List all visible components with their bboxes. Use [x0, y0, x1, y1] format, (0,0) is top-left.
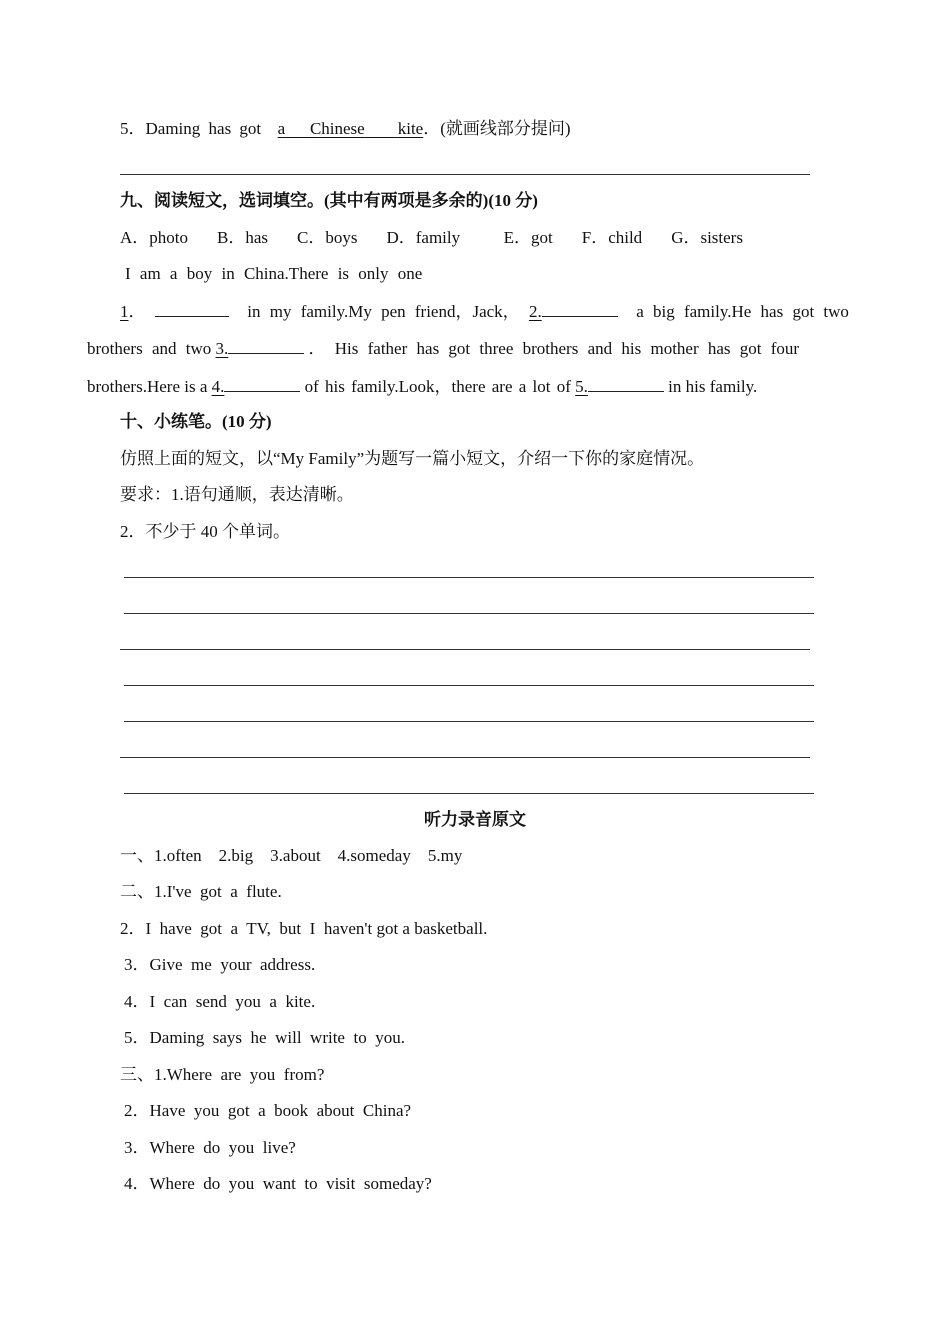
option-e: E．got [503, 228, 553, 247]
transcript-item: 3．Give me your address. [124, 955, 316, 974]
section-10-requirement-1: 要求：1.语句通顺，表达清晰。 [120, 485, 354, 504]
blank-5[interactable] [588, 375, 664, 392]
blank-2[interactable] [542, 300, 618, 317]
option-a: A．photo [120, 228, 188, 247]
blank-number-3: 3. [215, 339, 229, 358]
q5-suffix: ．(就画线部分提问) [423, 119, 571, 138]
section-10-instruction: 仿照上面的短文，以“My Family”为题写一篇小短文，介绍一下你的家庭情况。 [120, 449, 705, 468]
option-f: F．child [581, 228, 643, 247]
transcript-item: 5．Daming says he will write to you. [124, 1028, 405, 1047]
section-10-requirement-2: 2．不少于 40 个单词。 [120, 522, 290, 541]
writing-line[interactable] [124, 793, 814, 794]
blank-number-1: 1 [120, 302, 129, 321]
passage-line-1: I am a boy in China.There is only one [125, 264, 423, 283]
answer-line[interactable] [120, 174, 810, 175]
writing-line[interactable] [120, 757, 810, 758]
writing-line[interactable] [124, 721, 814, 722]
blank-4[interactable] [224, 375, 300, 392]
option-d: D．family [386, 228, 461, 247]
section-9-title: 九、阅读短文，选词填空。(其中有两项是多余的)(10 分) [120, 191, 538, 210]
blank-number-4: 4. [211, 377, 225, 396]
option-g: G．sisters [671, 228, 743, 247]
blank-3[interactable] [228, 337, 304, 354]
transcript-section-3: 三、1.Where are you from? [120, 1065, 325, 1084]
writing-line[interactable] [124, 685, 814, 686]
option-b: B．has [217, 228, 268, 247]
option-c: C．boys [297, 228, 358, 247]
transcript-section-1: 一、1.often 2.big 3.about 4.someday 5.my [120, 846, 463, 865]
transcript-item: 4．Where do you want to visit someday? [124, 1174, 432, 1193]
passage-line-2: 1． in my family.My pen friend，Jack， 2. a big family.He has got two [120, 302, 849, 321]
transcript-item: 4．I can send you a kite. [124, 992, 316, 1011]
q5-underlined-a: a Chinese kite [277, 119, 424, 138]
transcript-item: 2．Have you got a book about China? [124, 1101, 412, 1120]
transcript-title: 听力录音原文 [424, 810, 526, 829]
blank-1[interactable] [155, 300, 229, 317]
writing-line[interactable] [124, 577, 814, 578]
blank-number-2: 2. [528, 302, 542, 321]
passage-line-4: brothers.Here is a 4. of his family.Look，there are a lot of 5. in his family. [87, 377, 758, 396]
section-10-title: 十、小练笔。(10 分) [120, 412, 272, 431]
passage-line-3: brothers and two 3. ． His father has got three brothers and his mother has got four [87, 339, 800, 358]
writing-line[interactable] [124, 613, 814, 614]
blank-number-5: 5. [575, 377, 588, 396]
transcript-section-2: 二、1.I've got a flute. [120, 882, 282, 901]
question-5 [120, 118, 571, 140]
transcript-item: 3．Where do you live? [124, 1138, 296, 1157]
options-row [120, 227, 743, 249]
writing-line[interactable] [120, 649, 810, 650]
q5-prefix: 5．Daming has got [120, 119, 262, 138]
transcript-item: 2．I have got a TV, but I haven't got a basketball. [120, 919, 488, 938]
